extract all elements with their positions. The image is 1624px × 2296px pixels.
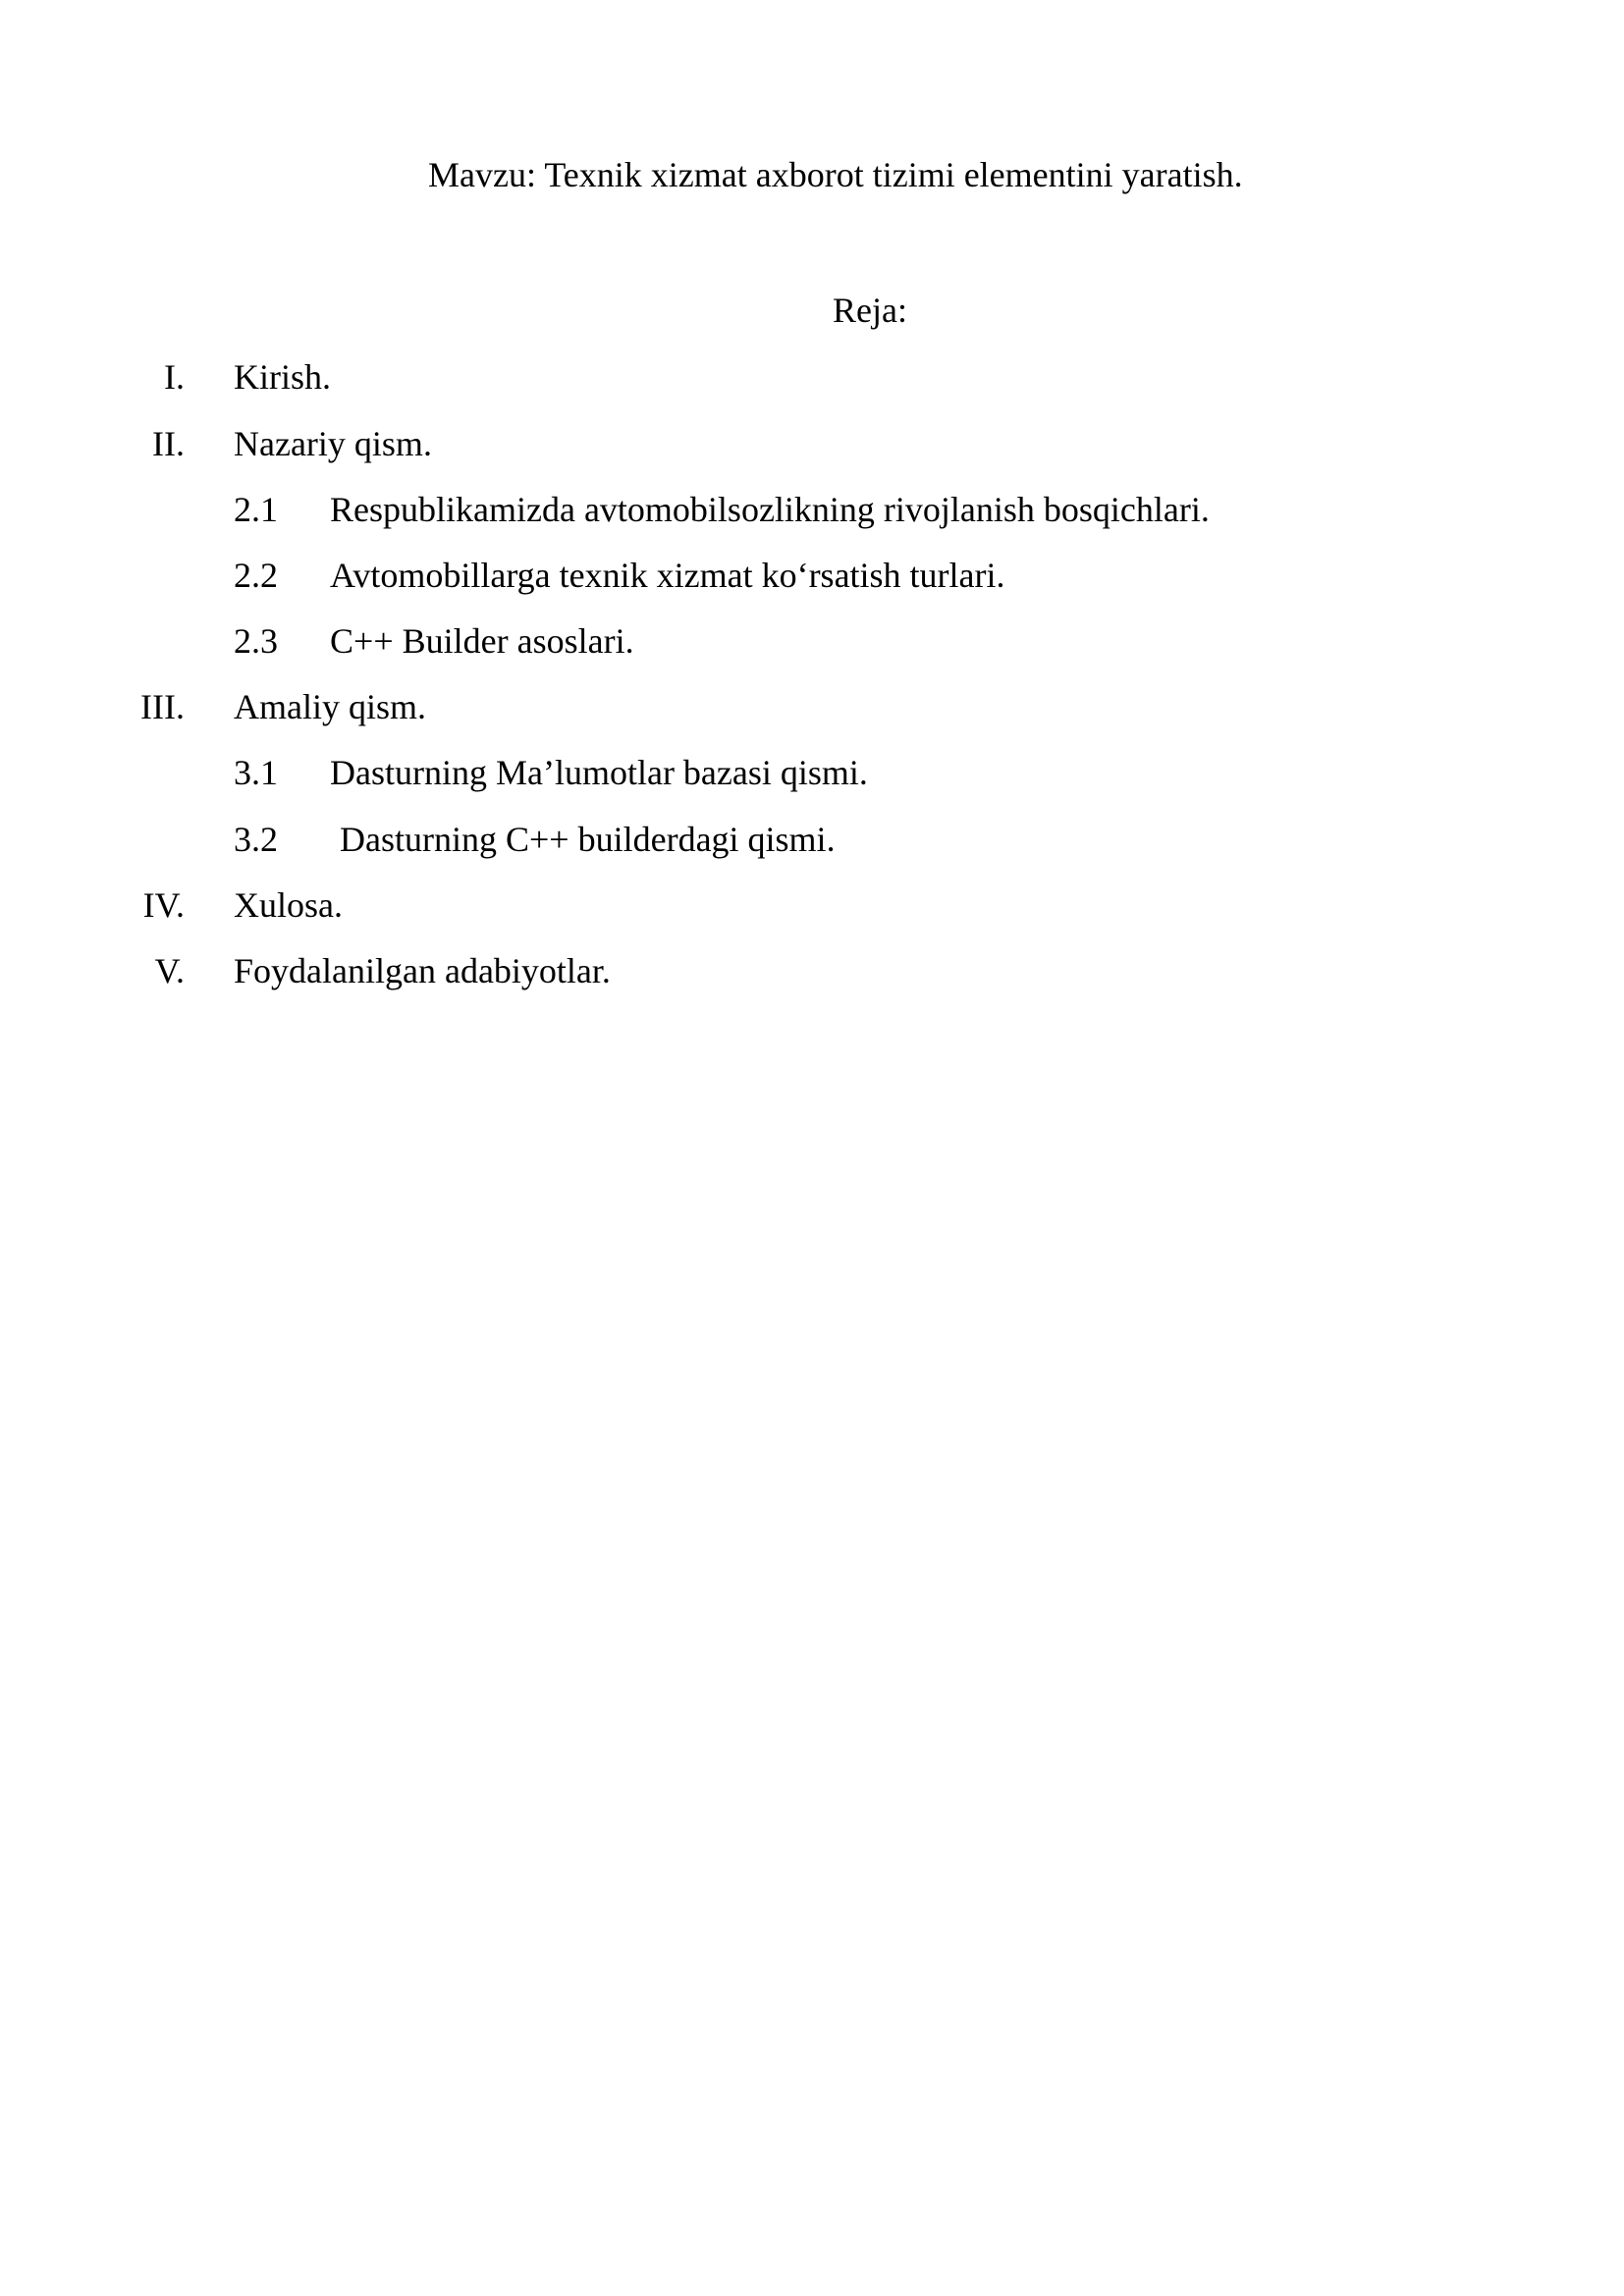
outline-text: Nazariy qism. xyxy=(234,424,432,463)
outline-numeral: I. xyxy=(164,357,185,397)
outline-subtext: Avtomobillarga texnik xizmat koʻrsatish turlari. xyxy=(330,556,1005,595)
outline-numeral: III. xyxy=(140,687,185,726)
outline-subnumber: 3.2 xyxy=(234,820,278,859)
outline-text: Kirish. xyxy=(234,357,331,397)
topic-heading: Mavzu: Texnik xizmat axborot tizimi elementini yaratish. xyxy=(428,155,1243,194)
outline-numeral: II. xyxy=(152,424,185,463)
outline-subnumber: 3.1 xyxy=(234,753,278,792)
outline-subtext: C++ Builder asoslari. xyxy=(330,621,634,661)
outline-subtext: Dasturning Ma’lumotlar bazasi qismi. xyxy=(330,753,868,792)
outline-numeral: V. xyxy=(154,951,185,990)
outline-subnumber: 2.2 xyxy=(234,556,278,595)
outline-subnumber: 2.1 xyxy=(234,490,278,529)
outline-text: Foydalanilgan adabiyotlar. xyxy=(234,951,611,990)
outline-text: Xulosa. xyxy=(234,885,343,925)
plan-title: Reja: xyxy=(833,291,907,330)
outline-text: Amaliy qism. xyxy=(234,687,426,726)
outline-numeral: IV. xyxy=(142,885,185,925)
outline-subtext: Respublikamizda avtomobilsozlikning rivojlanish bosqichlari. xyxy=(330,490,1210,529)
outline-subnumber: 2.3 xyxy=(234,621,278,661)
outline-subtext: Dasturning C++ builderdagi qismi. xyxy=(340,820,836,859)
